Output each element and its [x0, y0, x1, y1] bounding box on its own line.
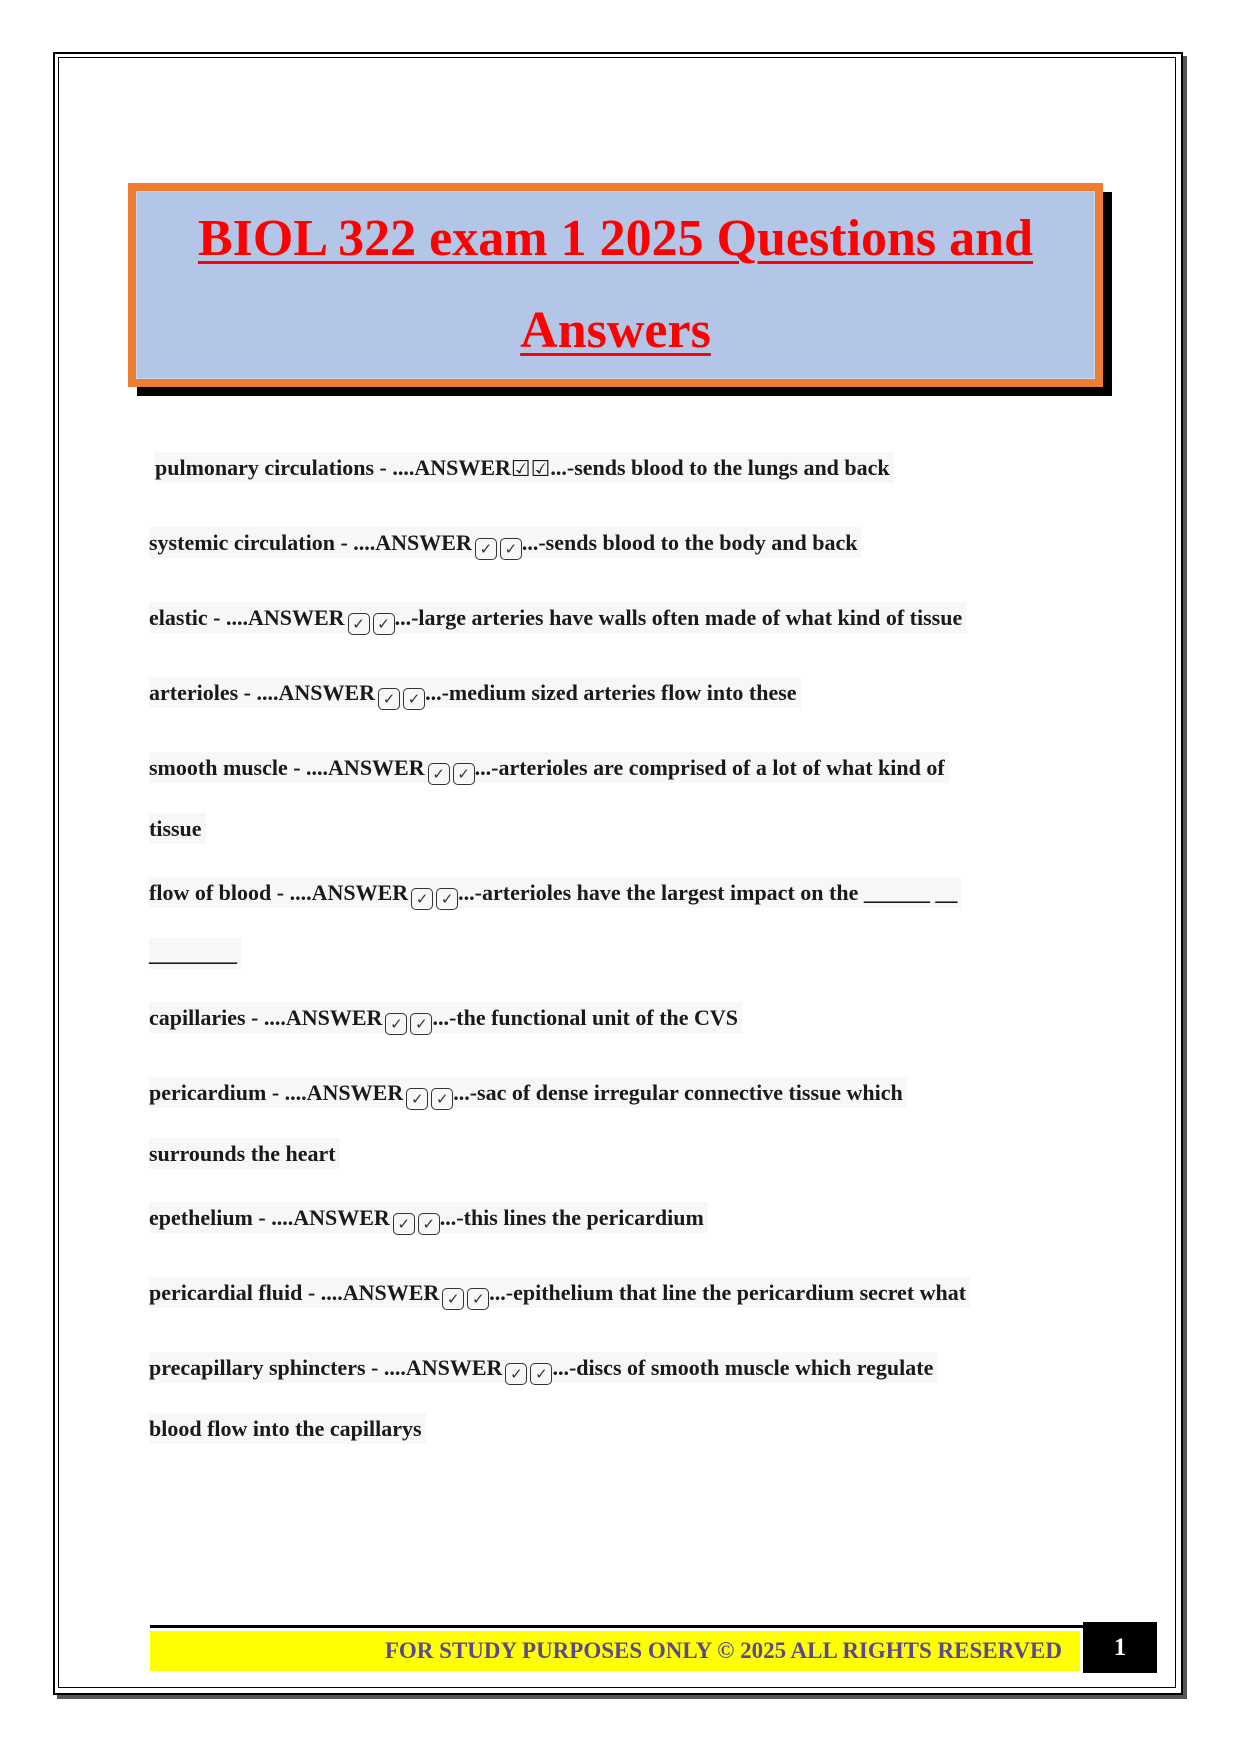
qa-term: epethelium: [149, 1205, 253, 1230]
qa-term: precapillary sphincters: [149, 1355, 366, 1380]
qa-term: arterioles: [149, 680, 239, 705]
check-icon: ✓: [348, 613, 370, 635]
qa-answer: ...-epithelium that line the pericardium secret what: [489, 1280, 967, 1305]
check-icon: ✓: [436, 888, 458, 910]
checkbox-icon: ☑☑: [510, 457, 551, 482]
qa-item: pulmonary circulations - ....ANSWER☑☑...-sends blood to the lungs and back: [155, 437, 1085, 500]
qa-answer: ...-sends blood to the body and back: [521, 530, 858, 555]
footer-copyright: FOR STUDY PURPOSES ONLY © 2025 ALL RIGHTS RESERVED: [384, 1638, 1062, 1663]
qa-item: arterioles - ....ANSWER ✓ ✓ ...-medium sized arteries flow into these: [149, 662, 1079, 723]
qa-answer: ...-sac of dense irregular connective tissue which: [453, 1080, 903, 1105]
check-icon: ✓: [385, 1013, 407, 1035]
qa-item: elastic - ....ANSWER ✓ ✓ ...-large arteries have walls often made of what kind of tissue: [149, 587, 1079, 648]
qa-answer: ...-the functional unit of the CVS: [432, 1005, 739, 1030]
qa-answer: ...-arterioles are comprised of a lot of what kind of: [474, 755, 945, 780]
page-number: 1: [1083, 1622, 1157, 1673]
check-icon: ✓: [475, 538, 497, 560]
qa-answer-continued: ________: [149, 938, 241, 969]
check-icon: ✓: [467, 1288, 489, 1310]
check-icon: ✓: [431, 1088, 453, 1110]
qa-answer-continued: surrounds the heart: [149, 1138, 340, 1169]
check-icon: ✓: [428, 763, 450, 785]
qa-item: capillaries - ....ANSWER ✓ ✓ ...-the functional unit of the CVS: [149, 987, 1079, 1048]
qa-item: pericardium - ....ANSWER ✓ ✓ ...-sac of dense irregular connective tissue which surrounds the heart: [149, 1062, 1079, 1184]
qa-term: pulmonary circulations: [155, 455, 375, 480]
check-icon: ✓: [378, 688, 400, 710]
qa-item: flow of blood - ....ANSWER ✓ ✓ ...-arterioles have the largest impact on the ______ __ ________: [149, 862, 1079, 984]
check-icon: ✓: [373, 613, 395, 635]
qa-answer: ...-medium sized arteries flow into these: [425, 680, 797, 705]
qa-item: systemic circulation - ....ANSWER ✓ ✓ ...-sends blood to the body and back: [149, 512, 1079, 573]
check-icon: ✓: [393, 1213, 415, 1235]
check-icon: ✓: [453, 763, 475, 785]
check-icon: ✓: [418, 1213, 440, 1235]
qa-term: pericardial fluid: [149, 1280, 303, 1305]
qa-item: smooth muscle - ....ANSWER ✓ ✓ ...-arterioles are comprised of a lot of what kind of tissue: [149, 737, 1079, 859]
check-icon: ✓: [411, 888, 433, 910]
qa-answer-continued: blood flow into the capillarys: [149, 1413, 426, 1444]
check-icon: ✓: [442, 1288, 464, 1310]
qa-term: pericardium: [149, 1080, 267, 1105]
check-icon: ✓: [410, 1013, 432, 1035]
check-icon: ✓: [530, 1363, 552, 1385]
check-icon: ✓: [500, 538, 522, 560]
qa-term: elastic: [149, 605, 208, 630]
qa-item: precapillary sphincters - ....ANSWER ✓ ✓ ...-discs of smooth muscle which regulate blood flow into the capillarys: [149, 1337, 1079, 1459]
title-box: [128, 183, 1103, 387]
document-title: BIOL 322 exam 1 2025 Questions and Answers: [197, 210, 1034, 359]
qa-answer: ...-arterioles have the largest impact on the ______ __: [458, 880, 958, 905]
footer-bar: [150, 1631, 1080, 1671]
check-icon: ✓: [505, 1363, 527, 1385]
qa-term: smooth muscle: [149, 755, 288, 780]
qa-item: pericardial fluid - ....ANSWER ✓ ✓ ...-epithelium that line the pericardium secret what: [149, 1262, 1079, 1323]
qa-answer-continued: tissue: [149, 813, 206, 844]
qa-term: flow of blood: [149, 880, 272, 905]
qa-item: epethelium - ....ANSWER ✓ ✓ ...-this lines the pericardium: [149, 1187, 1079, 1248]
qa-term: capillaries: [149, 1005, 246, 1030]
qa-term: systemic circulation: [149, 530, 335, 555]
qa-answer: ...-discs of smooth muscle which regulate: [552, 1355, 934, 1380]
check-icon: ✓: [403, 688, 425, 710]
title-panel: [136, 191, 1095, 379]
check-icon: ✓: [406, 1088, 428, 1110]
qa-answer: ...-sends blood to the lungs and back: [550, 455, 890, 480]
footer-divider: [150, 1625, 1084, 1628]
qa-answer: ...-large arteries have walls often made of what kind of tissue: [394, 605, 963, 630]
qa-answer: ...-this lines the pericardium: [439, 1205, 704, 1230]
